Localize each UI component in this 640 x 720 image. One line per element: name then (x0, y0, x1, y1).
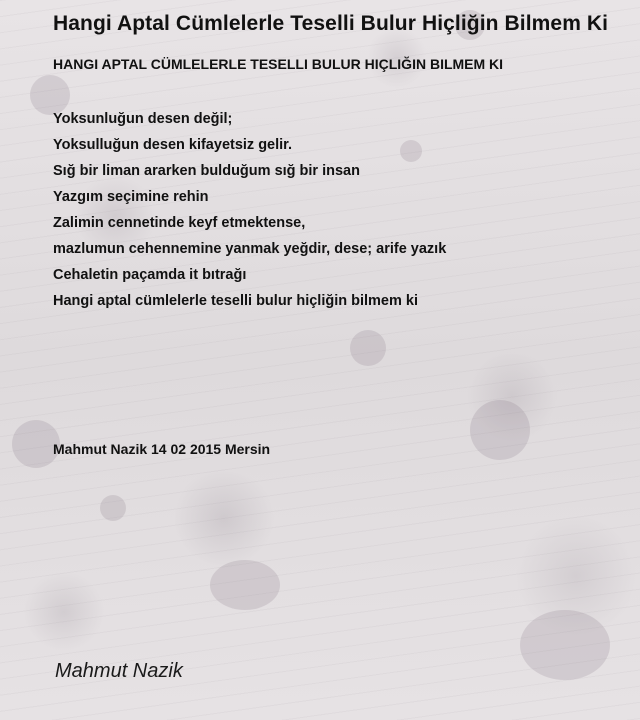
poem-body (53, 106, 633, 314)
poem-line: Hangi aptal cümlelerle teselli bulur hiçliğin bilmem ki (53, 293, 419, 309)
ink-stain (350, 330, 386, 366)
ink-stain (100, 495, 126, 521)
poem-title: Hangi Aptal Cümlelerle Teselli Bulur Hiçliğin Bilmem Ki (53, 12, 609, 35)
ink-stain (210, 560, 280, 610)
poem-line: Yazgım seçimine rehin (53, 189, 209, 205)
author-name: Mahmut Nazik (55, 660, 183, 682)
ink-stain (520, 610, 610, 680)
poem-signature-date: Mahmut Nazik 14 02 2015 Mersin (53, 441, 271, 457)
poem-subtitle: HANGI APTAL CÜMLELERLE TESELLI BULUR HIÇLIĞIN BILMEM KI (53, 56, 504, 72)
poem-line: mazlumun cehennemine yanmak yeğdir, dese; arife yazık (53, 241, 447, 257)
poem-line: Sığ bir liman ararken bulduğum sığ bir insan (53, 163, 360, 179)
poem-line: Zalimin cennetinde keyf etmektense, (53, 215, 306, 231)
poem-line: Yoksunluğun desen değil; (53, 111, 233, 127)
poem-line: Cehaletin paçamda it bıtrağı (53, 267, 247, 283)
poem-line: Yoksulluğun desen kifayetsiz gelir. (53, 137, 293, 153)
ink-stain (470, 400, 530, 460)
